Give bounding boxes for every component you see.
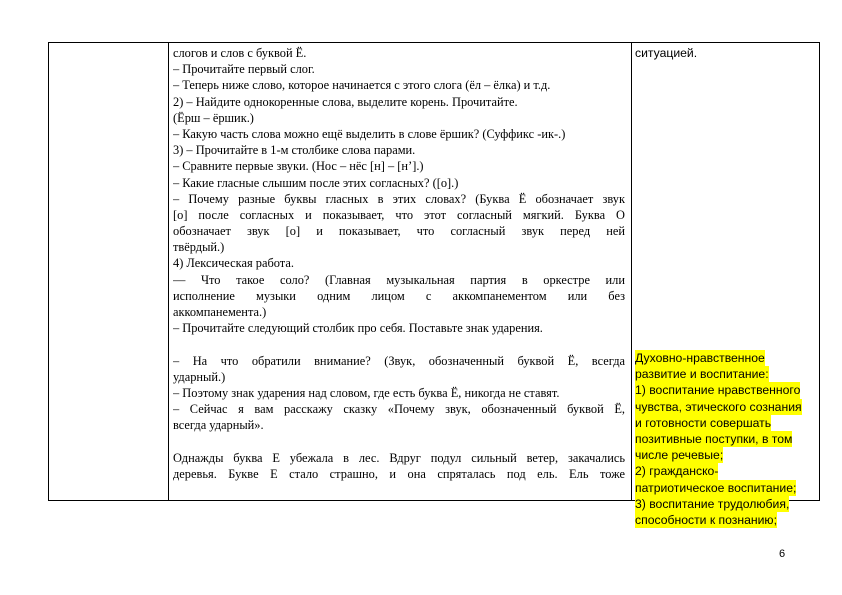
highlighted-goal-line: способности к познанию; (635, 513, 777, 528)
lesson-text-line: – Какую часть слова можно ещё выделить в слове ёршик? (Суффикс -ик-.) (173, 126, 566, 141)
lesson-text-line: – Прочитайте первый слог. (173, 62, 315, 77)
lesson-text-line: Однажды буква Е убежала в лес. Вдруг подул сильный ветер, закачались (173, 450, 625, 465)
lesson-text-line: – Сравните первые звуки. (Нос – нёс [н] – [н’].) (173, 159, 424, 174)
lesson-text-line: – Сейчас я вам расскажу сказку «Почему звук, обозначенный буквой Ё, (173, 402, 625, 417)
lesson-text-line: – Почему разные буквы гласных в этих словах? (Буква Ё обозначает звук (173, 191, 625, 206)
lesson-text-line: всегда ударный». (173, 418, 264, 433)
highlighted-goal-line: 2) гражданско- (635, 464, 719, 479)
lesson-text-line: — Что такое соло? (Главная музыкальная партия в оркестре или (173, 272, 625, 287)
column-divider (168, 43, 169, 500)
lesson-text-line: (Ёрш – ёршик.) (173, 110, 254, 125)
highlighted-goal-line: Духовно-нравственное (635, 351, 765, 365)
lesson-text-line: 4) Лексическая работа. (173, 256, 294, 271)
lesson-table (48, 42, 820, 528)
highlighted-goal-line: и готовности совершать (635, 415, 772, 430)
notes-column (635, 45, 819, 528)
lesson-text-line: – Прочитайте следующий столбик про себя. Поставьте знак ударения. (173, 321, 543, 336)
highlighted-goal-line: патриотическое воспитание; (635, 480, 797, 495)
lesson-text-line: деревья. Букве Е стало страшно, и она спряталась под ель. Ель тоже (173, 466, 625, 481)
lesson-text-line (173, 434, 625, 450)
highlighted-goal-line: 1) воспитание нравственного (635, 383, 801, 398)
lesson-text-line: обозначает звук [о] и показывает, что согласный звук перед ней (173, 224, 625, 239)
lesson-content-column (173, 45, 625, 482)
highlighted-goal-line: 3) воспитание трудолюбия, (635, 496, 790, 511)
lesson-text-line (173, 336, 625, 352)
lesson-text-line: ударный.) (173, 369, 226, 384)
lesson-text-line: – Теперь ниже слово, которое начинается с этого слога (ёл – ёлка) и т.д. (173, 78, 551, 93)
highlighted-goal-line: позитивные поступки, в том (635, 432, 793, 447)
column-divider (631, 43, 632, 500)
lesson-text-line: твёрдый.) (173, 240, 225, 255)
lesson-text-line: исполнение музыки одним лицом с аккомпанементом или без (173, 288, 625, 303)
page-number: 6 (778, 548, 786, 560)
lesson-text-line: 3) – Прочитайте в 1-м столбике слова парами. (173, 143, 416, 158)
lesson-text-line: – Какие гласные слышим после этих согласных? ([о].) (173, 175, 459, 190)
lesson-text-line: 2) – Найдите однокоренные слова, выделите корень. Прочитайте. (173, 94, 518, 109)
lesson-text-line: – Поэтому знак ударения над словом, где есть буква Ё, никогда не ставят. (173, 385, 560, 400)
lesson-text-line: слогов и слов с буквой Ё. (173, 46, 307, 60)
highlighted-goal-line: чувства, этического сознания (635, 399, 802, 414)
notes-top-text: ситуацией. (635, 46, 698, 60)
lesson-text-line: [о] после согласных и показывает, что этот согласный мягкий. Буква О (173, 207, 625, 222)
highlighted-goal-line: числе речевые; (635, 448, 724, 463)
highlighted-goal-line: развитие и воспитание: (635, 367, 769, 382)
upbringing-goals-highlight (635, 350, 802, 528)
lesson-text-line: аккомпанемента.) (173, 305, 267, 319)
lesson-text-line: – На что обратили внимание? (Звук, обозначенный буквой Ё, всегда (173, 353, 625, 368)
